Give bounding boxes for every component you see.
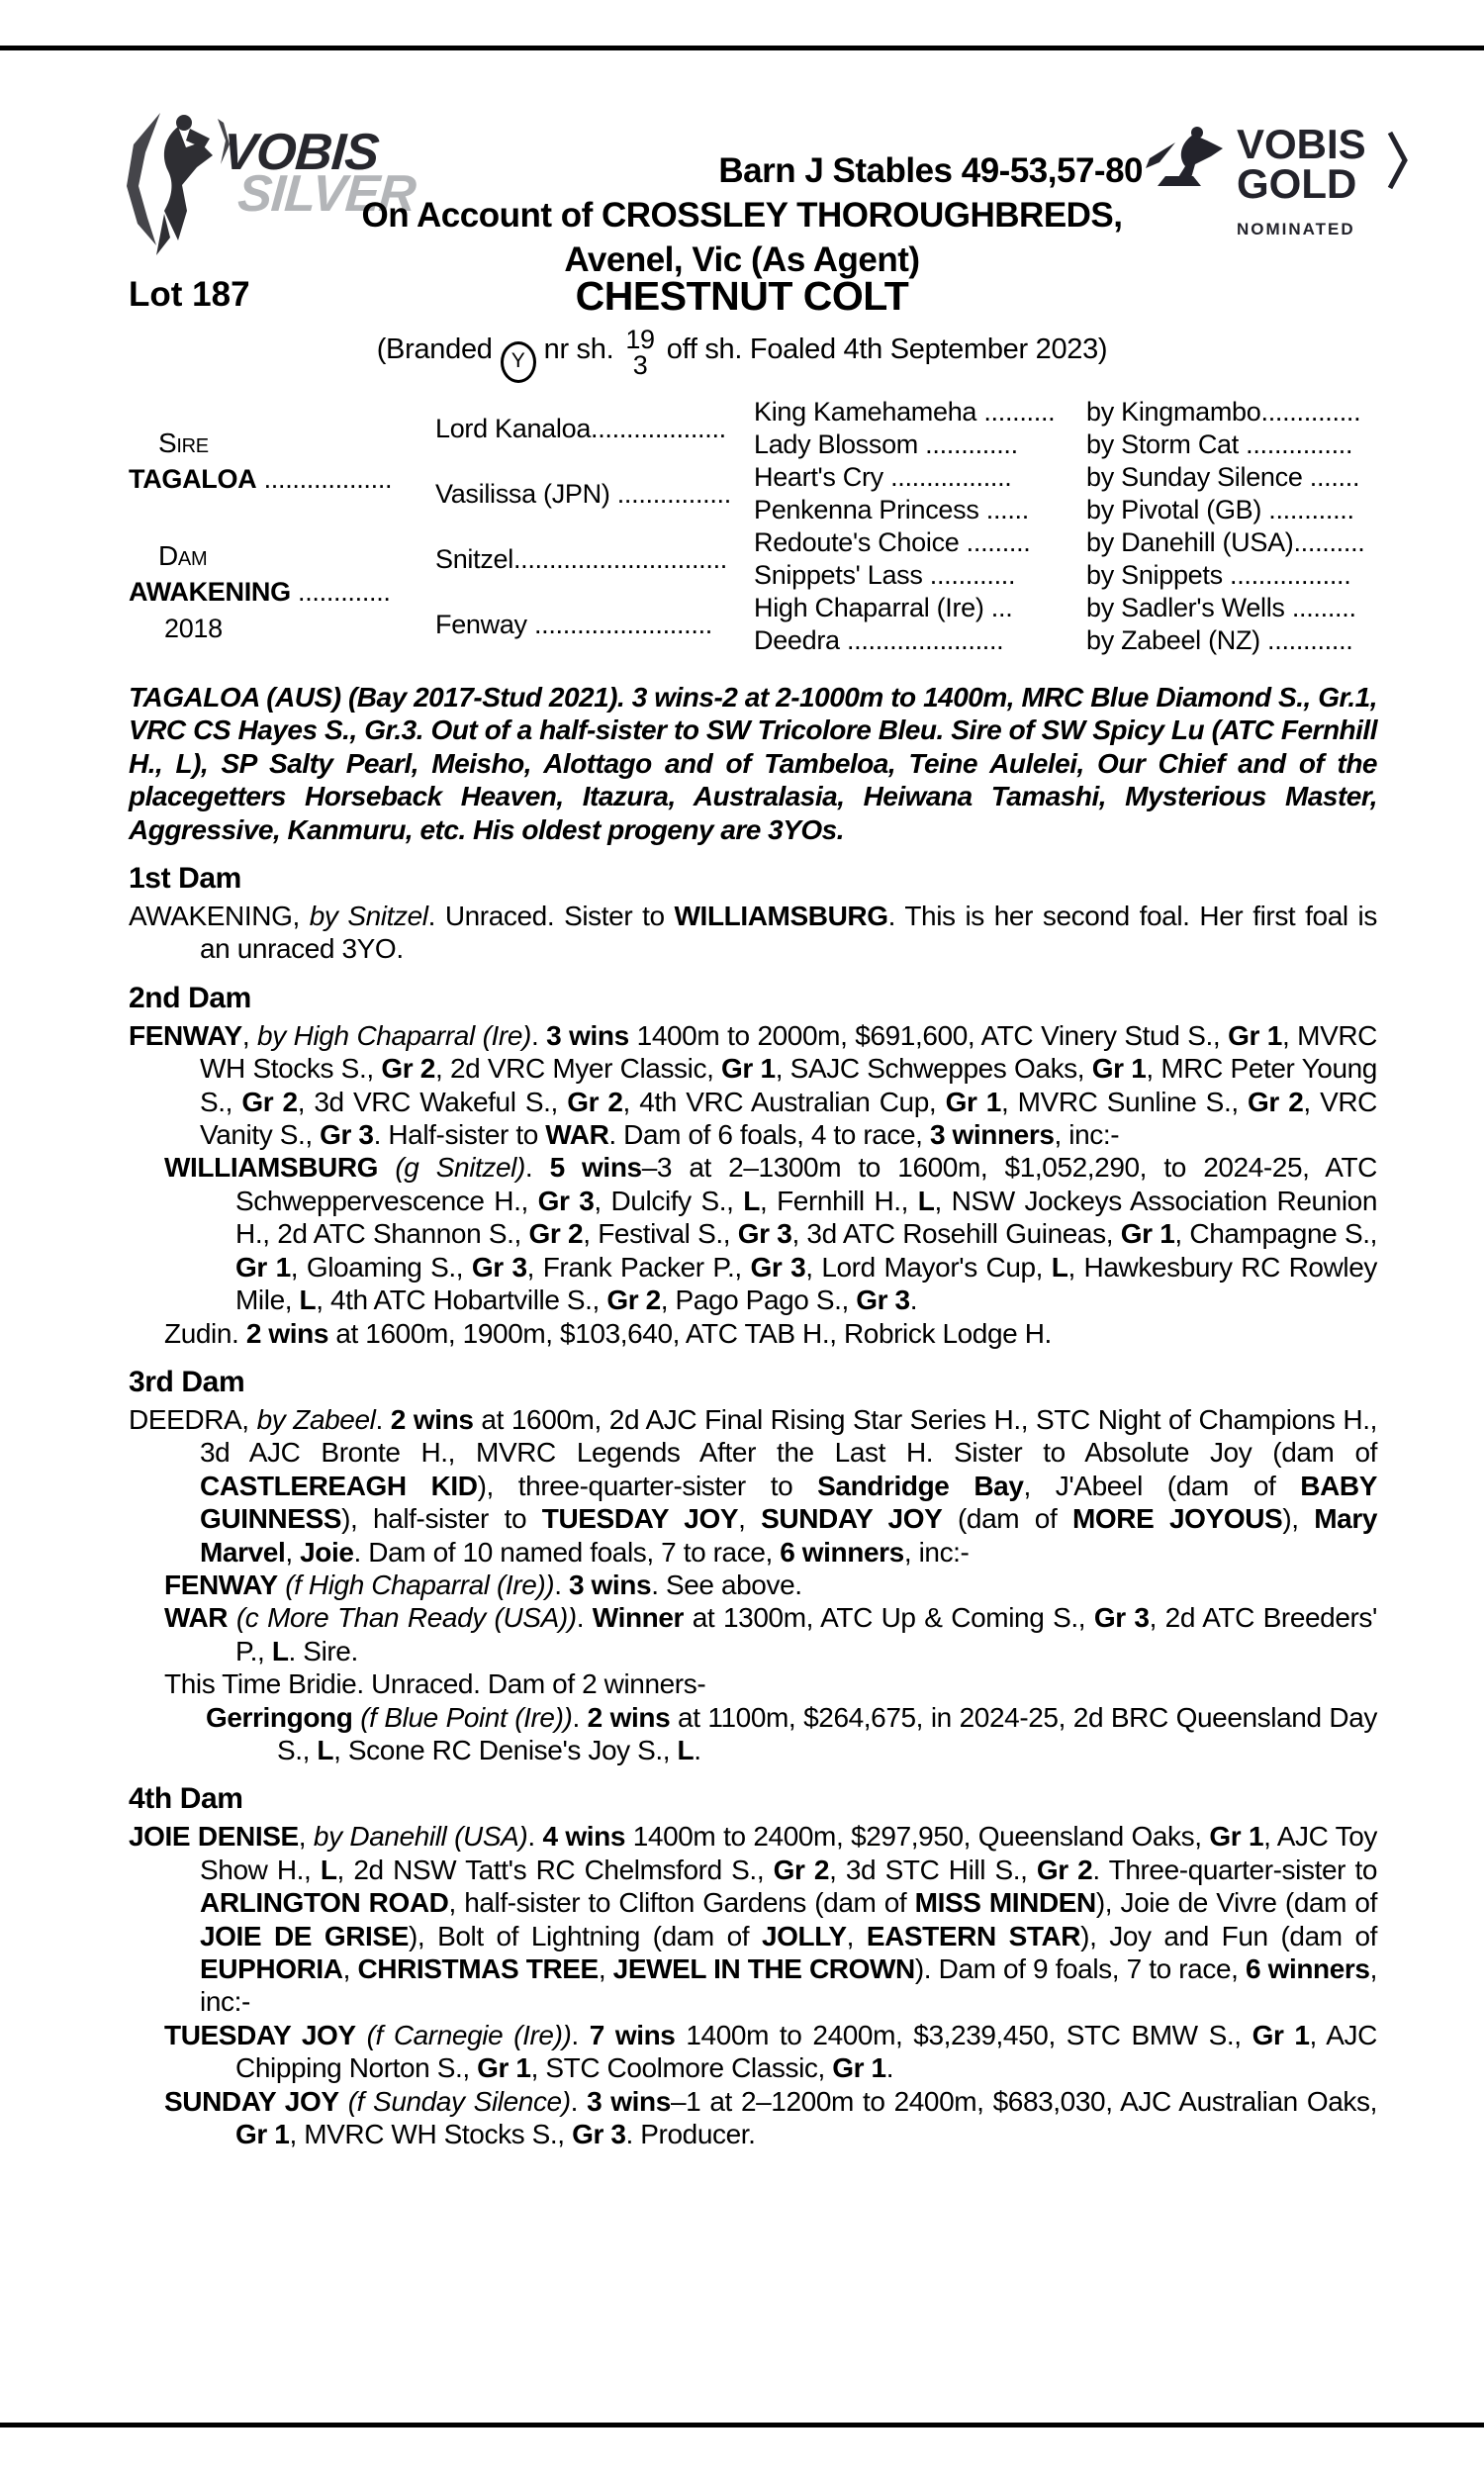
text-segment: . Dam of 6 foals, 4 to race, [608,1119,930,1151]
pedigree-entry-paragraph [129,1820,1377,2018]
text-segment: WAR [545,1119,609,1151]
text-segment: Gr 1 [1209,1821,1264,1853]
pedigree-gen3-name: High Chaparral (Ire) ... [754,593,1013,622]
text-segment: ), half-sister to [341,1503,542,1535]
text-segment: , Gloaming S., [290,1251,472,1283]
pedigree-gen3-name: King Kamehameha .......... [754,397,1056,427]
bottom-rule [0,2423,1484,2427]
text-segment: 1400m to 2400m, $3,239,450, STC BMW S., [675,2019,1252,2050]
text-segment: , Festival S., [583,1218,738,1250]
vobis-gold-word1: VOBIS [1237,121,1366,167]
text-segment: BABY GUINNESS [200,1470,1377,1535]
text-segment: . [570,2085,588,2117]
text-segment: (g Snitzel) [395,1152,525,1184]
pedigree-entry-paragraph [129,1019,1377,1152]
text-segment: , inc:- [903,1536,970,1568]
text-segment: at 1100m, $264,675, in 2024-25, 2d BRC Queensland Day S., [277,1701,1378,1765]
text-segment: , [285,1536,301,1568]
pedigree-entry-paragraph [129,1569,1377,1601]
text-segment: 5 wins [549,1152,642,1184]
text-segment: by Zabeel [256,1403,376,1435]
text-segment: Gr 2 [528,1218,584,1250]
dam-block [129,526,435,657]
text-segment: Gr 3 [1093,1602,1150,1634]
text-segment: by Danehill (USA) [313,1821,528,1853]
branded-line [0,327,1484,383]
pedigree-gen3-name: Redoute's Choice ......... [754,527,1031,557]
text-segment: ARLINGTON ROAD [200,1887,449,1919]
text-segment: L [677,1734,695,1765]
text-segment: , 2d ATC Breeders' P., [235,1602,1377,1666]
text-segment: , NSW Jockeys Association Reunion H., 2d ATC Shannon S., [235,1185,1378,1250]
text-segment: Gr 1 [945,1086,1001,1117]
text-segment: . Sire. [288,1635,358,1666]
text-segment: Gr 1 [1252,2019,1310,2050]
text-segment: WAR [164,1602,229,1634]
text-segment: Gr 3 [572,2119,626,2150]
text-segment: . This is her second foal. Her first foal is an unraced 3YO. [200,901,1377,965]
text-segment: WILLIAMSBURG [164,1152,379,1184]
dam-section [129,1365,1377,1766]
pedigree-entry-paragraph [129,1151,1377,1316]
text-segment: . [576,1602,593,1634]
barn-line: Barn J Stables 49-53,57-80 [718,151,1143,190]
text-segment: . [375,1403,391,1435]
pedigree-entry-paragraph [129,1667,1377,1700]
text-segment: Mary Marvel [200,1503,1378,1568]
text-segment: . [554,1569,569,1600]
text-segment: Gr 3 [750,1251,806,1283]
text-segment: , [241,1019,258,1051]
pedigree-gen3-name: Deedra ...................... [754,625,1004,655]
text-segment: ). Dam of 9 foals, 7 to race, [914,1953,1246,1984]
dam-section [129,981,1377,1350]
text-segment: Gerringong [206,1701,353,1733]
dam-section-heading: 4th Dam [129,1782,243,1816]
text-segment [378,1152,395,1183]
text-segment: , STC Coolmore Classic, [530,2052,833,2084]
text-segment: . Unraced. Sister to [427,901,675,932]
text-segment: , 3d STC Hill S., [829,1854,1037,1885]
chevron-right-icon [1387,129,1409,192]
text-segment: , 3d VRC Wakeful S., [297,1086,568,1117]
text-segment [228,1602,236,1633]
text-segment: , [598,1953,613,1984]
text-segment: ), three-quarter-sister to [477,1470,818,1501]
text-segment: L [299,1285,317,1316]
text-segment: CASTLEREAGH KID [200,1470,478,1501]
text-segment: (f Blue Point (Ire)) [360,1701,573,1733]
account-line: On Account of CROSSLEY THOROUGHBREDS, [361,196,1123,235]
text-segment: , Pago Pago S., [660,1285,857,1316]
text-segment: DEEDRA, [129,1403,257,1435]
text-segment: , Champagne S., [1174,1218,1377,1250]
text-segment: . [527,1821,543,1853]
text-segment: . Dam of 10 named foals, 7 to race, [353,1536,781,1568]
text-segment: JOIE DENISE [129,1821,299,1853]
text-segment: Gr 1 [832,2052,886,2084]
text-segment: . Three-quarter-sister to [1092,1854,1377,1885]
text-segment: . [572,1701,588,1733]
text-segment: 2 wins [587,1701,671,1733]
text-segment: Winner [592,1602,685,1634]
text-segment: , inc:- [200,1953,1377,2018]
text-segment: 3 wins [546,1019,629,1051]
pedigree-entry-paragraph [129,1601,1377,1667]
text-segment: SUNDAY JOY [761,1503,943,1535]
text-segment: Zudin. [164,1317,246,1349]
dam-section-heading: 1st Dam [129,862,241,896]
text-segment: , AJC Chipping Norton S., [235,2019,1377,2084]
consignor-block [287,148,1197,282]
text-segment: L [271,1635,289,1666]
text-segment: , 2d VRC Myer Classic, [434,1053,722,1085]
text-segment: (f High Chaparral (Ire)) [285,1569,555,1600]
text-segment: AWAKENING, [129,901,310,932]
text-segment: , MRC Peter Young S., [200,1053,1377,1117]
text-segment: TAGALOA (AUS) (Bay 2017-Stud 2021). 3 wins-2 at 2-1000m to 1400m, MRC Blue Diamond S., Gr.1, VRC CS Hayes S., Gr.3. Out of a half-sister to SW Tricolore Bleu. Sire of SW Spicy Lu (ATC Fernhill H., L), SP Salty Pearl, Meisho, Alottago and of Tambeloa, Teine Aulelei, Our Chief and of the placegetters Horseback Heaven, Itazura, Australasia, Heiwana Tamashi, Mysterious Master, Aggressive, Kanmuru, etc. His oldest progeny are 3YOs. [129,682,1377,845]
dam-foaling-year: 2018 [164,613,223,643]
text-segment: , half-sister to Clifton Gardens (dam of [448,1887,915,1919]
text-segment: . [571,2019,590,2050]
text-segment: Gr 1 [1228,1019,1282,1051]
text-segment: , VRC Vanity S., [200,1086,1377,1151]
text-segment: Gr 2 [773,1854,830,1885]
pedigree-entry-paragraph [129,1317,1377,1350]
text-segment: at 1300m, ATC Up & Coming S., [684,1602,1094,1634]
text-segment: , 4th ATC Hobartville S., [316,1285,607,1316]
pedigree-entry-paragraph [129,2085,1377,2151]
horse-description-title: CHESTNUT COLT [575,273,909,319]
sire-name-line [129,461,435,498]
text-segment: ), Bolt of Lightning (dam of [409,1920,762,1951]
pedigree-gen3-name: Penkenna Princess ...... [754,495,1029,524]
text-segment: , Fernhill H., [759,1185,918,1216]
text-segment: 6 winners [1245,1953,1370,1984]
pedigree-gen3-name: Lady Blossom ............. [754,429,1018,459]
text-segment: FENWAY [164,1569,278,1600]
pedigree-gen3-sire: by Sunday Silence ....... [1086,462,1360,492]
text-segment: 3 wins [569,1569,652,1600]
dam-label: Dam [158,539,208,571]
sire-name: TAGALOA [129,464,257,494]
text-segment: 2 wins [245,1317,328,1349]
dam-sections [129,861,1377,2150]
text-segment: . Producer. [625,2119,756,2150]
top-rule [0,46,1484,50]
pedigree-gen2-name: Vasilissa (JPN) ................ [435,478,731,509]
lot-number: Lot 187 [129,275,250,314]
text-segment: CHRISTMAS TREE [357,1953,599,1984]
pedigree-gen3-sire: by Kingmambo.............. [1086,397,1361,427]
text-segment: MISS MINDEN [914,1887,1096,1919]
text-segment: Gr 3 [471,1251,527,1283]
text-segment: , 2d NSW Tatt's RC Chelmsford S., [336,1854,774,1885]
pedigree-gen3-sire: by Sadler's Wells ......... [1086,593,1356,622]
sire-dots: .................. [256,464,393,494]
text-segment: L [917,1185,935,1216]
text-segment: Gr 2 [1036,1854,1093,1885]
text-segment: EUPHORIA [200,1953,343,1984]
text-segment: at 1600m, 2d AJC Final Rising Star Series H., STC Night of Champions H., 3d AJC Bronte H., MVRC Legends After the Last H. Sister to Absolute Joy (dam of [200,1403,1377,1469]
text-segment: –3 at 2–1300m to 1600m, $1,052,290, to 2024-25, ATC Schweppervescence H., [235,1152,1377,1216]
text-segment: . [530,1019,547,1051]
text-segment: L [1051,1251,1068,1283]
catalogue-body [129,681,1377,2150]
text-segment: by High Chaparral (Ire) [257,1019,531,1051]
text-segment: , J'Abeel (dam of [1023,1470,1301,1501]
text-segment: , [846,1920,867,1951]
text-segment: 4 wins [542,1821,625,1853]
pedigree-entry-paragraph [129,1403,1377,1569]
lot-title-row [0,273,1484,320]
text-segment: , MVRC WH Stocks S., [289,2119,573,2150]
dam-section [129,861,1377,966]
pedigree-gen3-sire: by Zabeel (NZ) ............ [1086,625,1353,655]
text-segment: (f Carnegie (Ire)) [366,2019,572,2050]
brand-number-bottom: 3 [632,350,648,380]
text-segment: Gr 3 [537,1185,595,1216]
pedigree-gen3-sire: by Snippets ................. [1086,560,1351,590]
pedigree-gen2-name: Lord Kanaloa................... [435,413,726,443]
text-segment: , [298,1821,314,1853]
text-segment: , [342,1953,358,1984]
sire-block [129,396,435,526]
dam-section [129,1781,1377,2150]
dam-section-heading: 3rd Dam [129,1365,245,1398]
text-segment: JOLLY [761,1920,847,1951]
text-segment: , Lord Mayor's Cup, [805,1251,1052,1283]
text-segment: , MVRC WH Stocks S., [200,1019,1378,1085]
text-segment: Gr 1 [1120,1218,1175,1250]
brand-number [625,327,654,378]
text-segment: . [885,2052,894,2084]
pedigree-gen2-name: Fenway ......................... [435,609,712,639]
text-segment: . [909,1285,918,1316]
text-segment: 7 wins [589,2019,676,2050]
text-segment: Sandridge Bay [817,1470,1024,1501]
dam-name: AWAKENING [129,576,291,607]
text-segment: Gr 1 [477,2052,531,2084]
text-segment: Gr 2 [1248,1086,1304,1117]
text-segment: MORE JOYOUS [1071,1503,1283,1535]
sire-summary-paragraph [129,681,1377,846]
sire-label: Sire [158,428,209,458]
branded-prefix: (Branded [376,333,493,365]
pedigree-table [129,396,1377,657]
brand-icon: Y [501,341,536,383]
text-segment: Gr 2 [567,1086,623,1117]
text-segment: Gr 1 [235,2119,290,2150]
text-segment: Gr 2 [381,1053,435,1085]
text-segment: WILLIAMSBURG [674,901,888,932]
branded-suffix: off sh. Foaled 4th September 2023) [666,333,1108,365]
text-segment: JEWEL IN THE CROWN [612,1953,915,1984]
text-segment: . [524,1152,550,1184]
text-segment: , AJC Toy Show H., [200,1821,1378,1885]
text-segment: , Frank Packer P., [526,1251,751,1283]
text-segment: 6 winners [780,1536,904,1568]
pedigree-gen3-name: Heart's Cry ................. [754,462,1012,492]
text-segment: L [743,1185,760,1216]
text-segment: 1400m to 2400m, $297,950, Queensland Oaks, [625,1821,1210,1853]
text-segment: at 1600m, 1900m, $103,640, ATC TAB H., Robrick Lodge H. [328,1317,1052,1349]
text-segment: (c More Than Ready (USA)) [235,1602,577,1634]
pedigree-entry-paragraph [129,900,1377,966]
text-segment: Gr 2 [606,1285,661,1316]
pedigree-gen3-name: Snippets' Lass ............ [754,560,1016,590]
text-segment: FENWAY [129,1019,242,1051]
text-segment: L [317,1734,334,1765]
brand-number-top: 19 [625,325,655,354]
text-segment: 3 wins [587,2085,671,2117]
pedigree-entry-paragraph [129,2019,1377,2085]
text-segment: , [738,1503,762,1535]
text-segment: Gr 1 [721,1053,776,1085]
pedigree-gen2-name: Snitzel.............................. [435,543,727,574]
text-segment [339,2086,348,2117]
text-segment: , Dulcify S., [594,1185,744,1216]
pedigree-entry-paragraph [129,1701,1377,1767]
text-segment: , 3d ATC Rosehill Guineas, [791,1218,1121,1250]
pedigree-gen3-sire: by Pivotal (GB) ............ [1086,495,1354,524]
text-segment [356,2020,367,2050]
text-segment: 2 wins [390,1403,474,1435]
text-segment: , inc:- [1054,1119,1120,1151]
text-segment: ), [1282,1503,1315,1535]
text-segment: 3 winners [929,1119,1055,1151]
text-segment: , Hawkesbury RC Rowley Mile, [235,1251,1378,1316]
text-segment: EASTERN STAR [866,1920,1081,1951]
text-segment: This Time Bridie. Unraced. Dam of 2 winners- [164,1668,706,1700]
text-segment: (f Sunday Silence) [347,2085,571,2117]
dam-section-heading: 2nd Dam [129,981,251,1014]
vobis-silver-word1: VOBIS [221,124,381,181]
vobis-gold-nominated: NOMINATED [1237,220,1355,238]
text-segment: . Half-sister to [373,1119,546,1151]
vobis-gold-word2: GOLD [1237,160,1357,207]
location-line: Avenel, Vic (As Agent) [564,240,920,279]
text-segment: , Scone RC Denise's Joy S., [333,1734,678,1765]
text-segment: 1400m to 2000m, $691,600, ATC Vinery Stud S., [628,1019,1229,1051]
text-segment: JOIE DE GRISE [200,1920,409,1951]
vobis-silver-word2: SILVER [235,165,417,223]
text-segment: SUNDAY JOY [164,2085,339,2117]
text-segment: Gr 3 [856,1285,910,1316]
text-segment: Gr 2 [241,1086,298,1117]
text-segment: TUESDAY JOY [541,1503,739,1535]
horse-jockey-icon [121,111,230,264]
pedigree-gen3-sire: by Danehill (USA).......... [1086,527,1365,557]
text-segment: Gr 1 [1091,1053,1147,1085]
pedigree-gen3-sire: by Storm Cat ............... [1086,429,1353,459]
text-segment: Gr 3 [737,1218,792,1250]
text-segment: –1 at 2–1200m to 2400m, $683,030, AJC Australian Oaks, [670,2085,1377,2117]
dam-name-line [129,574,435,611]
text-segment: L [320,1854,337,1885]
text-segment: Gr 3 [320,1119,374,1151]
text-segment: . [694,1734,701,1765]
dam-dots: ............. [290,576,391,607]
branded-mid: nr sh. [543,333,614,365]
text-segment: Joie [300,1536,354,1568]
text-segment: . See above. [651,1569,802,1600]
text-segment: , 4th VRC Australian Cup, [622,1086,946,1117]
text-segment: (dam of [942,1503,1072,1535]
text-segment: Gr 1 [235,1251,291,1283]
text-segment: by Snitzel [309,901,428,932]
text-segment: ), Joy and Fun (dam of [1080,1920,1378,1951]
text-segment: TUESDAY JOY [164,2019,356,2050]
text-segment: , SAJC Schweppes Oaks, [775,1053,1092,1085]
text-segment: , MVRC Sunline S., [1000,1086,1249,1117]
text-segment: ), Joie de Vivre (dam of [1095,1887,1377,1919]
